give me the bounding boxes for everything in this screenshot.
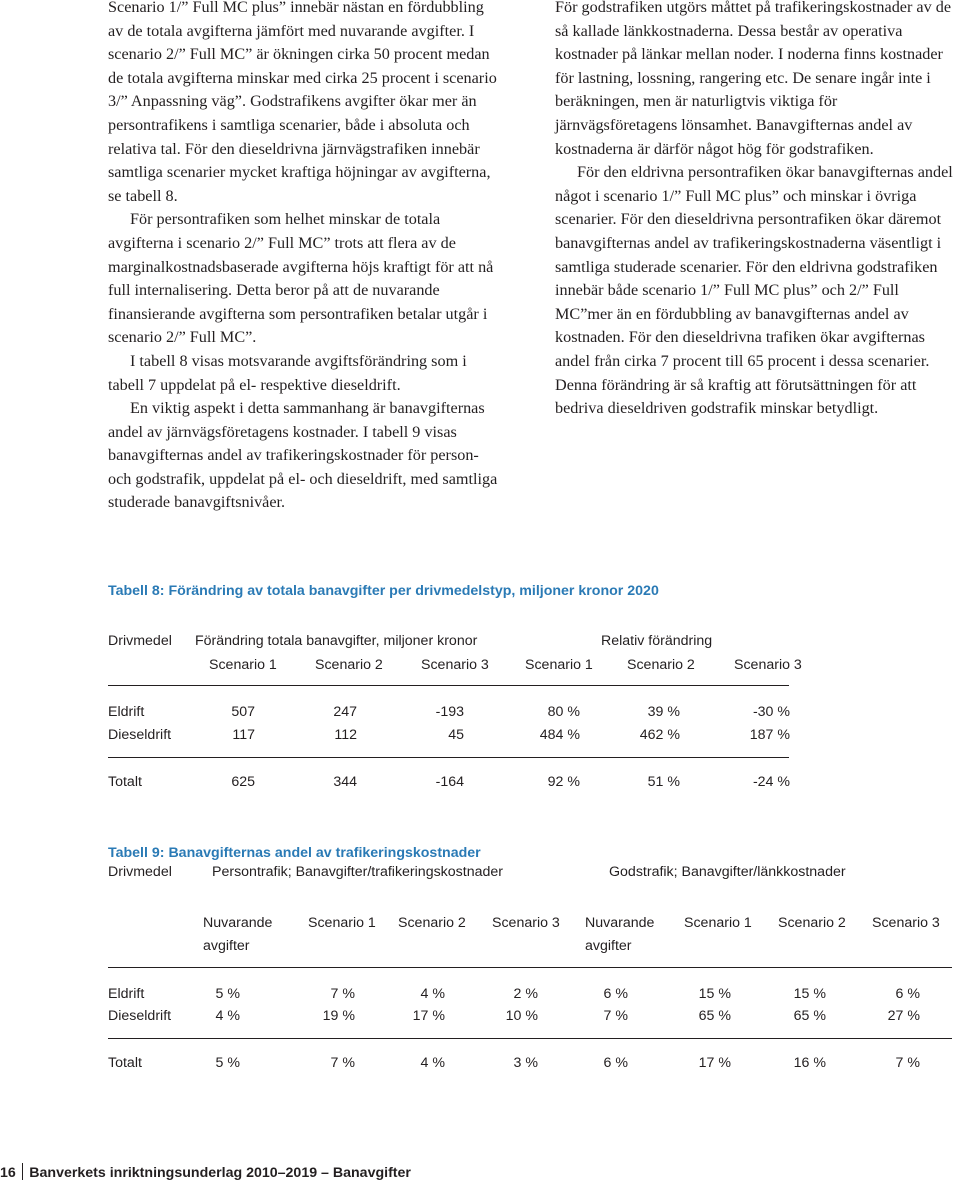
table-cell: 6 % (603, 986, 628, 1002)
table-cell: 4 % (420, 1055, 445, 1071)
table-rule (108, 1038, 952, 1039)
column-header: Scenario 2 (398, 915, 466, 931)
table-cell: 17 % (698, 1055, 731, 1071)
right-text-column (555, 0, 955, 421)
table-cell: 344 (333, 774, 357, 790)
left-text-column (108, 0, 500, 515)
table-cell: 7 % (330, 1055, 355, 1071)
column-header: Scenario 3 (421, 657, 489, 673)
column-header: Scenario 1 (684, 915, 752, 931)
table-cell: -164 (435, 774, 464, 790)
column-group-header: Relativ förändring (601, 633, 713, 649)
paragraph: Scenario 1/” Full MC plus” innebär nästan en fördubbling av de totala avgifterna jämfört med nuvarande avgifter. I scenario 2/” Full MC” är ökningen cirka 50 procent medan de totala avgifterna minskar med cirka 25 procent i scenario 3/” Anpassning väg”. Godstrafikens avgifter ökar mer än persontrafikens i samtliga scenarier, både i absoluta och relativa tal. För den dieseldrivna järnvägstrafiken innebär samtliga scenarier mycket kraftiga höjningar av avgifterna, se tabell 8. (108, 0, 497, 205)
table-cell: 187 % (749, 727, 790, 743)
table-cell: 3 % (513, 1055, 538, 1071)
row-label: Totalt (108, 1055, 142, 1071)
footer-divider (22, 1163, 24, 1180)
table-cell: 16 % (793, 1055, 826, 1071)
column-header: avgifter (585, 938, 632, 954)
column-header: Scenario 3 (872, 915, 940, 931)
table-cell: -193 (435, 704, 464, 720)
table-cell: 45 (448, 727, 464, 743)
table-cell: 7 % (330, 986, 355, 1002)
row-label: Dieseldrift (108, 1008, 172, 1024)
paragraph: För den eldrivna persontrafiken ökar banavgifternas andel något i scenario 1/” Full MC plus” och minskar i övriga scenarier. För den dieseldrivna persontrafiken ökar däremot banavgifternas andel av trafikeringskostnaderna väsentligt i samtliga studerade scenarier. För den eldrivna godstrafiken innebär både scenario 1/” Full MC plus” och 2/” Full MC”mer än en fördubbling av banavgifternas andel av kostnaden. För den dieseldrivna trafiken ökar avgifternas andel från cirka 7 procent till 65 procent i dessa scenarier. Denna förändring är så kraftig att förutsättningen för att bedriva dieseldriven godstrafik minskar betydligt. (555, 163, 953, 418)
row-label: Totalt (108, 774, 142, 790)
row-label: Eldrift (108, 704, 145, 720)
table-cell: 65 % (793, 1008, 826, 1024)
column-header: Nuvarande (203, 915, 273, 931)
table-cell: 247 (333, 704, 357, 720)
column-header: Scenario 2 (778, 915, 846, 931)
table-cell: 15 % (698, 986, 731, 1002)
table-cell: 507 (231, 704, 255, 720)
table-cell: 15 % (793, 986, 826, 1002)
table-rule (108, 757, 789, 758)
table-cell: 51 % (647, 774, 680, 790)
table-cell: 92 % (547, 774, 580, 790)
row-label: Eldrift (108, 986, 145, 1002)
column-group-header: Persontrafik; Banavgifter/trafikeringskostnader (212, 864, 503, 880)
table-cell: 19 % (322, 1008, 355, 1024)
table-cell: 625 (231, 774, 255, 790)
table-cell: 7 % (603, 1008, 628, 1024)
paragraph: I tabell 8 visas motsvarande avgiftsförändring som i tabell 7 uppdelat på el- respektive dieseldrift. (108, 351, 467, 394)
page-number: 16 (0, 1165, 16, 1181)
paragraph: För persontrafiken som helhet minskar de totala avgifterna i scenario 2/” Full MC” trots att flera av de marginalkostnadsbaserade avgifterna höjs kraftigt för att nå full internalisering. Detta beror på att de nuvarande finansierande avgifterna som persontrafiken betalar utgår i scenario 2/” Full MC”. (108, 210, 494, 347)
column-header-drivmedel: Drivmedel (108, 633, 172, 649)
table-cell: 6 % (603, 1055, 628, 1071)
table-cell: 7 % (895, 1055, 920, 1071)
table-cell: 4 % (420, 986, 445, 1002)
row-label: Dieseldrift (108, 727, 172, 743)
column-header: Scenario 2 (627, 657, 695, 673)
table-cell: 65 % (698, 1008, 731, 1024)
table-rule (108, 967, 952, 968)
column-header: Scenario 1 (308, 915, 376, 931)
column-group-header: Förändring totala banavgifter, miljoner kronor (195, 633, 478, 649)
paragraph: En viktig aspekt i detta sammanhang är banavgifternas andel av järnvägsföretagens kostnader. I tabell 9 visas banavgifternas andel av trafikeringskostnader för person- och godstrafik, uppdelat på el- och dieseldrift, med samtliga studerade banavgiftsnivåer. (108, 399, 498, 512)
page-footer (0, 1163, 411, 1181)
paragraph: För godstrafiken utgörs måttet på trafikeringskostnader av de så kallade länkkostnaderna. Dessa består av operativa kostnader på länkar mellan noder. I noderna finns kostnader för lastning, lossning, rangering etc. De senare ingår inte i beräkningen, men är naturligtvis viktiga för järnvägsföretagens lönsamhet. Banavgifternas andel av kostnaderna är därför något hög för godstrafiken. (555, 0, 952, 158)
table-8-caption: Tabell 8: Förändring av totala banavgifter per drivmedelstyp, miljoner kronor 2020 (108, 583, 659, 599)
column-header: Scenario 3 (734, 657, 802, 673)
table-cell: 5 % (215, 1055, 240, 1071)
table-cell: 80 % (547, 704, 580, 720)
column-header: Scenario 1 (209, 657, 277, 673)
column-header: Scenario 1 (525, 657, 593, 673)
table-cell: 484 % (539, 727, 580, 743)
table-cell: 112 (334, 727, 357, 743)
table-cell: 5 % (215, 986, 240, 1002)
column-header: Nuvarande (585, 915, 655, 931)
table-cell: 27 % (887, 1008, 920, 1024)
table-cell: -24 % (752, 774, 790, 790)
column-header: Scenario 2 (315, 657, 383, 673)
table-cell: 4 % (215, 1008, 240, 1024)
table-rule (108, 685, 789, 686)
document-title: Banverkets inriktningsunderlag 2010–2019 – Banavgifter (29, 1165, 411, 1181)
column-header-drivmedel: Drivmedel (108, 864, 172, 880)
table-cell: 462 % (639, 727, 680, 743)
table-cell: 6 % (895, 986, 920, 1002)
table-cell: 117 (232, 727, 255, 743)
column-header: Scenario 3 (492, 915, 560, 931)
table-cell: 2 % (513, 986, 538, 1002)
table-cell: 39 % (647, 704, 680, 720)
table-cell: -30 % (752, 704, 790, 720)
table-cell: 17 % (412, 1008, 445, 1024)
column-group-header: Godstrafik; Banavgifter/länkkostnader (609, 864, 846, 880)
table-cell: 10 % (505, 1008, 538, 1024)
table-9-caption: Tabell 9: Banavgifternas andel av trafikeringskostnader (108, 845, 481, 861)
column-header: avgifter (203, 938, 250, 954)
